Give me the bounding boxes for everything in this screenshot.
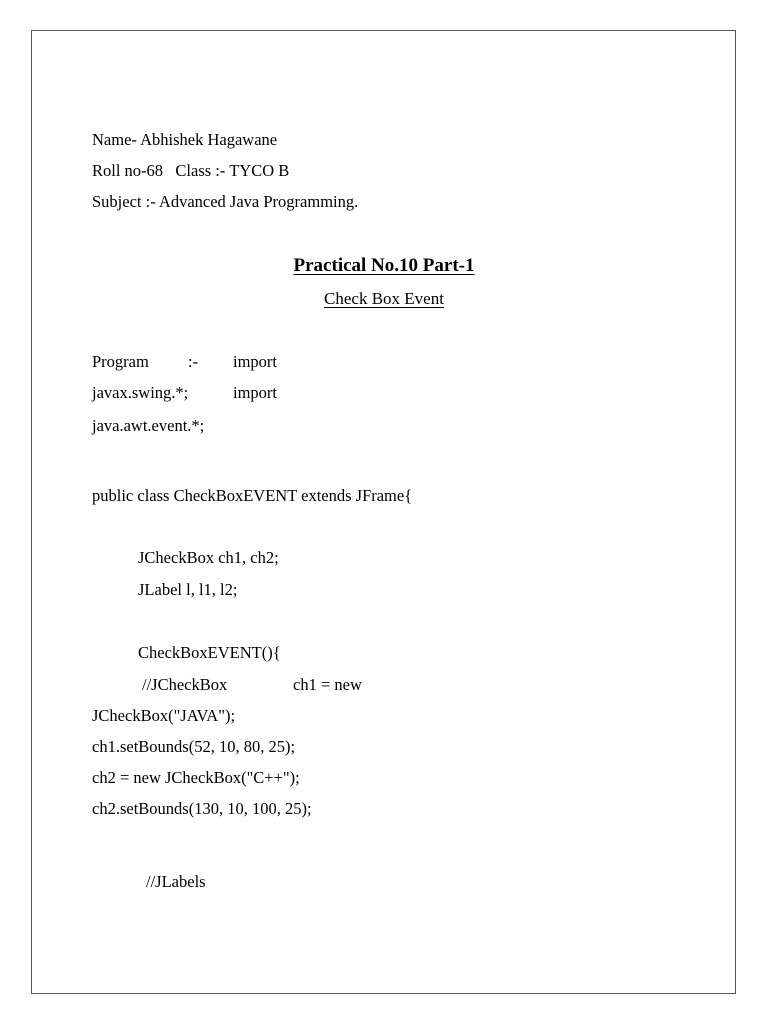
import-awt-event: java.awt.event.*; [92, 416, 205, 435]
ch1-set-bounds: ch1.setBounds(52, 10, 80, 25); [92, 737, 296, 756]
roll-class: Roll no-68 Class :- TYCO B [92, 161, 290, 180]
import-keyword-2: import [233, 383, 277, 402]
practical-subtitle: Check Box Event [324, 289, 444, 308]
constructor-declaration: CheckBoxEVENT(){ [138, 643, 281, 662]
labels-comment: //JLabels [146, 872, 206, 891]
program-separator: :- [188, 352, 199, 371]
checkbox-declaration: JCheckBox ch1, ch2; [138, 548, 279, 567]
practical-title: Practical No.10 Part-1 [293, 255, 475, 276]
checkbox-comment: //JCheckBox [142, 675, 228, 694]
label-declaration: JLabel l, l1, l2; [138, 580, 238, 599]
class-declaration: public class CheckBoxEVENT extends JFrame{ [92, 486, 413, 505]
subject: Subject :- Advanced Java Programming. [92, 192, 359, 211]
ch1-assignment: ch1 = new [293, 675, 362, 694]
import-swing: javax.swing.*; [92, 383, 189, 402]
ch2-constructor: ch2 = new JCheckBox("C++"); [92, 768, 300, 787]
program-label: Program [92, 352, 149, 371]
student-name: Name- Abhishek Hagawane [92, 130, 278, 149]
ch1-constructor: JCheckBox("JAVA"); [92, 706, 236, 725]
ch2-set-bounds: ch2.setBounds(130, 10, 100, 25); [92, 799, 312, 818]
import-keyword-1: import [233, 352, 277, 371]
